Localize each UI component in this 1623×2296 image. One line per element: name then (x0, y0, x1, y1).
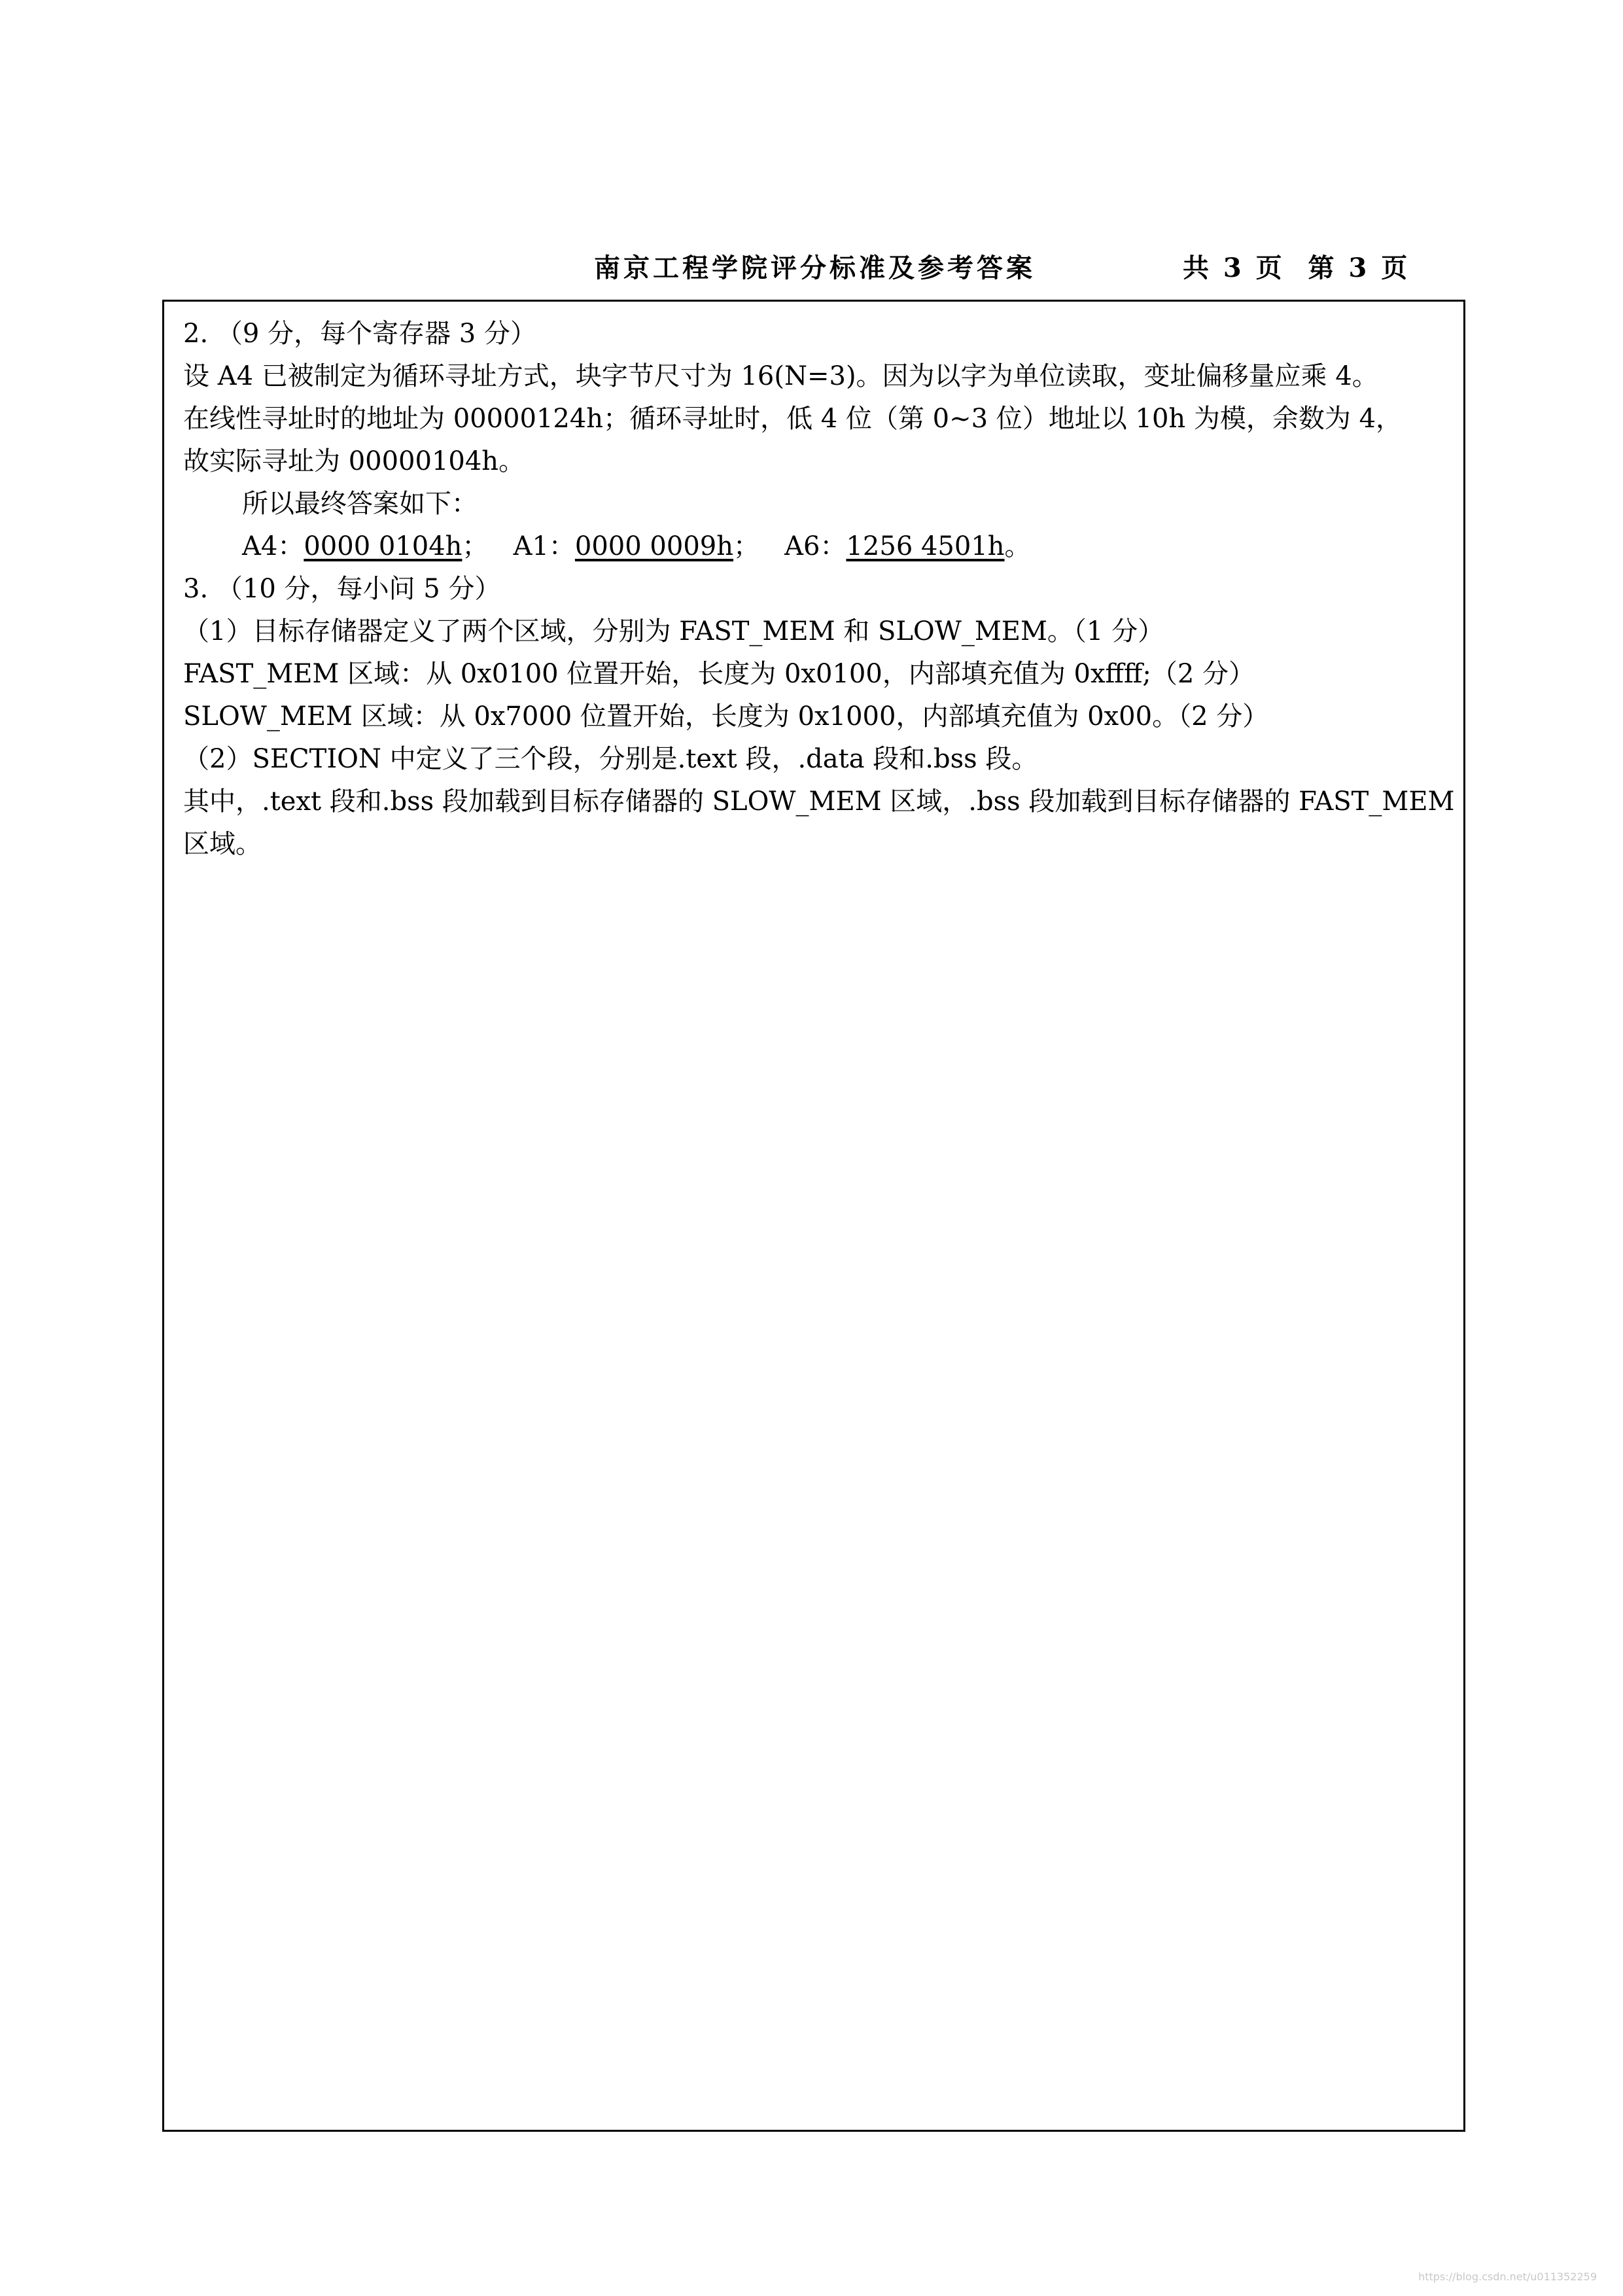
line-end: 。 (1004, 531, 1031, 561)
text-line: 其中，.text 段和.bss 段加载到目标存储器的 SLOW_MEM 区域，.bss 段加载到目标存储器的 FAST_MEM (183, 786, 1455, 817)
a6-label: ； A6： (733, 531, 846, 561)
text-line: 所以最终答案如下： (242, 489, 478, 519)
text-line: 设 A4 已被制定为循环寻址方式，块字节尺寸为 16(N=3)。因为以字为单位读取，变址偏移量应乘 4。 (183, 361, 1378, 391)
page-counter: 共 3 页 第 3 页 (1183, 253, 1410, 283)
text-line: SLOW_MEM 区域：从 0x7000 位置开始，长度为 0x1000，内部填充值为 0x00。（2 分） (183, 701, 1269, 732)
watermark: https://blog.csdn.net/u011352259 (1418, 2270, 1597, 2283)
text-line: （2）SECTION 中定义了三个段，分别是.text 段，.data 段和.bss 段。 (183, 744, 1038, 774)
a4-value: 0000 0104h (304, 531, 462, 561)
page-header (162, 247, 1465, 287)
document-title: 南京工程学院评分标准及参考答案 (594, 253, 1036, 283)
text-line: （1）目标存储器定义了两个区域，分别为 FAST_MEM 和 SLOW_MEM。（1 分） (183, 616, 1164, 646)
text-line: FAST_MEM 区域：从 0x0100 位置开始，长度为 0x0100，内部填充值为 0xffff;（2 分） (183, 659, 1255, 689)
a6-value: 1256 4501h (846, 531, 1005, 561)
question-2-heading: 2. （9 分，每个寄存器 3 分） (183, 319, 536, 349)
text-line: 在线性寻址时的地址为 00000124h；循环寻址时，低 4 位（第 0~3 位）地址以 10h 为模，余数为 4， (183, 404, 1403, 434)
text-line: 故实际寻址为 00000104h。 (183, 446, 525, 476)
final-answer-line (183, 525, 1452, 568)
answer-content (183, 313, 1455, 866)
question-3-heading: 3. （10 分，每小问 5 分） (183, 574, 501, 604)
a1-label: ； A1： (462, 531, 575, 561)
a1-value: 0000 0009h (574, 531, 733, 561)
text-line: 区域。 (183, 829, 262, 859)
a4-label: A4： (242, 531, 304, 561)
